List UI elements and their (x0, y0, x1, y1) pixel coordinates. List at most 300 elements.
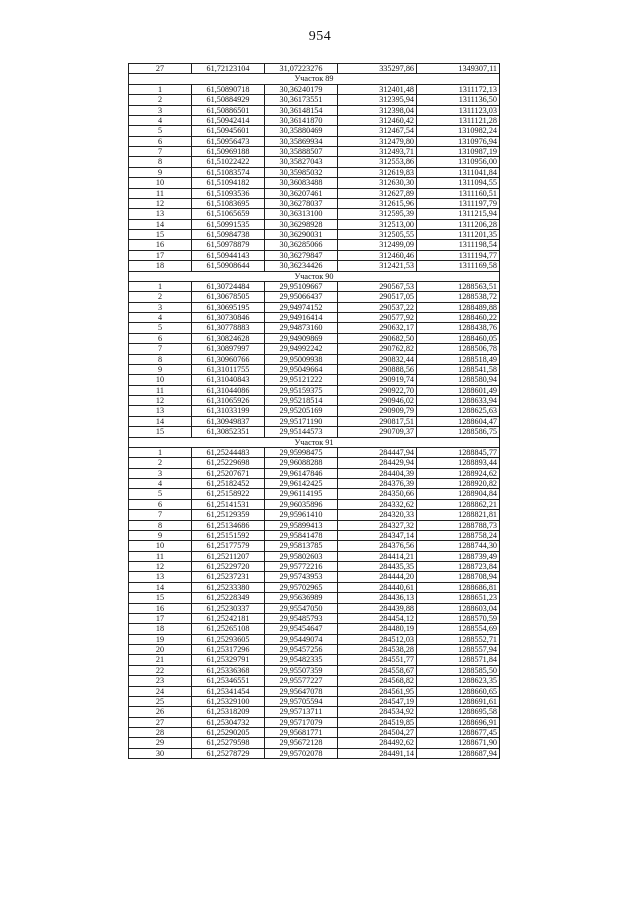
longitude-cell: 30,36290031 (265, 230, 338, 240)
longitude-cell: 29,96088288 (265, 458, 338, 468)
table-row (129, 427, 500, 437)
point-number-cell: 22 (129, 665, 192, 675)
x-coordinate-cell: 312619,83 (338, 167, 417, 177)
longitude-cell: 29,95705594 (265, 696, 338, 706)
latitude-cell: 61,50991535 (192, 219, 265, 229)
longitude-cell: 29,96035896 (265, 499, 338, 509)
y-coordinate-cell: 1288623,35 (417, 676, 500, 686)
latitude-cell: 61,25336368 (192, 665, 265, 675)
point-number-cell: 14 (129, 582, 192, 592)
y-coordinate-cell: 1288604,47 (417, 416, 500, 426)
point-number-cell: 28 (129, 728, 192, 738)
y-coordinate-cell: 1311206,28 (417, 219, 500, 229)
x-coordinate-cell: 284376,56 (338, 541, 417, 551)
point-number-cell: 15 (129, 427, 192, 437)
longitude-cell: 29,95772216 (265, 562, 338, 572)
longitude-cell: 30,35985032 (265, 167, 338, 177)
x-coordinate-cell: 312467,54 (338, 126, 417, 136)
table-row (129, 115, 500, 125)
table-row (129, 634, 500, 644)
point-number-cell: 4 (129, 313, 192, 323)
longitude-cell: 29,95109667 (265, 281, 338, 291)
point-number-cell: 19 (129, 634, 192, 644)
y-coordinate-cell: 1288695,58 (417, 707, 500, 717)
table-row (129, 302, 500, 312)
x-coordinate-cell: 284444,20 (338, 572, 417, 582)
latitude-cell: 61,25182452 (192, 479, 265, 489)
y-coordinate-cell: 1288862,21 (417, 499, 500, 509)
point-number-cell: 6 (129, 499, 192, 509)
y-coordinate-cell: 1288438,76 (417, 323, 500, 333)
table-row (129, 261, 500, 271)
point-number-cell: 9 (129, 167, 192, 177)
x-coordinate-cell: 312395,94 (338, 95, 417, 105)
point-number-cell: 12 (129, 198, 192, 208)
longitude-cell: 29,95672128 (265, 738, 338, 748)
point-number-cell: 9 (129, 530, 192, 540)
y-coordinate-cell: 1311121,28 (417, 115, 500, 125)
latitude-cell: 61,30949837 (192, 416, 265, 426)
y-coordinate-cell: 1288460,05 (417, 333, 500, 343)
latitude-cell: 61,30730846 (192, 313, 265, 323)
x-coordinate-cell: 290567,53 (338, 281, 417, 291)
latitude-cell: 61,50956473 (192, 136, 265, 146)
latitude-cell: 61,25229698 (192, 458, 265, 468)
longitude-cell: 29,95454647 (265, 624, 338, 634)
latitude-cell: 61,31033199 (192, 406, 265, 416)
longitude-cell: 30,36240179 (265, 84, 338, 94)
point-number-cell: 8 (129, 520, 192, 530)
y-coordinate-cell: 1311041,84 (417, 167, 500, 177)
point-number-cell: 29 (129, 738, 192, 748)
table-row (129, 240, 500, 250)
longitude-cell: 30,36173551 (265, 95, 338, 105)
x-coordinate-cell: 284454,12 (338, 613, 417, 623)
longitude-cell: 29,95743953 (265, 572, 338, 582)
point-number-cell: 27 (129, 717, 192, 727)
x-coordinate-cell: 312460,46 (338, 250, 417, 260)
y-coordinate-cell: 1349307,11 (417, 64, 500, 74)
point-number-cell: 7 (129, 344, 192, 354)
latitude-cell: 61,25293605 (192, 634, 265, 644)
latitude-cell: 61,30897997 (192, 344, 265, 354)
y-coordinate-cell: 1288603,04 (417, 603, 500, 613)
y-coordinate-cell: 1311215,94 (417, 209, 500, 219)
table-row (129, 707, 500, 717)
point-number-cell: 10 (129, 178, 192, 188)
table-row (129, 105, 500, 115)
longitude-cell: 30,36313100 (265, 209, 338, 219)
x-coordinate-cell: 290888,56 (338, 364, 417, 374)
x-coordinate-cell: 290709,37 (338, 427, 417, 437)
y-coordinate-cell: 1288677,45 (417, 728, 500, 738)
longitude-cell: 29,94909869 (265, 333, 338, 343)
longitude-cell: 29,95961410 (265, 510, 338, 520)
x-coordinate-cell: 290632,17 (338, 323, 417, 333)
latitude-cell: 61,31011755 (192, 364, 265, 374)
y-coordinate-cell: 1288744,30 (417, 541, 500, 551)
y-coordinate-cell: 1288696,91 (417, 717, 500, 727)
point-number-cell: 12 (129, 562, 192, 572)
table-row (129, 696, 500, 706)
table-row (129, 645, 500, 655)
y-coordinate-cell: 1288586,75 (417, 427, 500, 437)
longitude-cell: 29,95802603 (265, 551, 338, 561)
latitude-cell: 61,25341454 (192, 686, 265, 696)
section-title: Участок 90 (129, 271, 500, 281)
latitude-cell: 61,50942414 (192, 115, 265, 125)
table-row (129, 136, 500, 146)
latitude-cell: 61,50886501 (192, 105, 265, 115)
y-coordinate-cell: 1288570,59 (417, 613, 500, 623)
table-row (129, 738, 500, 748)
longitude-cell: 29,95049664 (265, 364, 338, 374)
point-number-cell: 27 (129, 64, 192, 74)
section-header-row (129, 437, 500, 447)
y-coordinate-cell: 1311201,35 (417, 230, 500, 240)
y-coordinate-cell: 1288651,23 (417, 593, 500, 603)
longitude-cell: 29,95485793 (265, 613, 338, 623)
y-coordinate-cell: 1288671,90 (417, 738, 500, 748)
table-row (129, 147, 500, 157)
x-coordinate-cell: 284332,62 (338, 499, 417, 509)
x-coordinate-cell: 290577,92 (338, 313, 417, 323)
y-coordinate-cell: 1311094,55 (417, 178, 500, 188)
y-coordinate-cell: 1310976,94 (417, 136, 500, 146)
point-number-cell: 12 (129, 396, 192, 406)
latitude-cell: 61,30824628 (192, 333, 265, 343)
latitude-cell: 61,51022422 (192, 157, 265, 167)
point-number-cell: 16 (129, 603, 192, 613)
section-header-row (129, 271, 500, 281)
table-row (129, 530, 500, 540)
x-coordinate-cell: 312595,39 (338, 209, 417, 219)
x-coordinate-cell: 312421,53 (338, 261, 417, 271)
longitude-cell: 29,95713711 (265, 707, 338, 717)
table-row (129, 364, 500, 374)
x-coordinate-cell: 284547,19 (338, 696, 417, 706)
point-number-cell: 23 (129, 676, 192, 686)
table-row (129, 489, 500, 499)
latitude-cell: 61,25279598 (192, 738, 265, 748)
longitude-cell: 30,35827043 (265, 157, 338, 167)
latitude-cell: 61,25290205 (192, 728, 265, 738)
x-coordinate-cell: 312460,42 (338, 115, 417, 125)
table-row (129, 499, 500, 509)
point-number-cell: 11 (129, 551, 192, 561)
point-number-cell: 17 (129, 613, 192, 623)
latitude-cell: 61,25237231 (192, 572, 265, 582)
latitude-cell: 61,25207671 (192, 468, 265, 478)
y-coordinate-cell: 1288571,84 (417, 655, 500, 665)
y-coordinate-cell: 1311172,13 (417, 84, 500, 94)
point-number-cell: 11 (129, 188, 192, 198)
longitude-cell: 29,94992242 (265, 344, 338, 354)
point-number-cell: 14 (129, 416, 192, 426)
table-row (129, 281, 500, 291)
x-coordinate-cell: 284435,35 (338, 562, 417, 572)
latitude-cell: 61,51083574 (192, 167, 265, 177)
x-coordinate-cell: 284404,39 (338, 468, 417, 478)
longitude-cell: 29,95171190 (265, 416, 338, 426)
y-coordinate-cell: 1288460,22 (417, 313, 500, 323)
point-number-cell: 7 (129, 147, 192, 157)
table-row (129, 375, 500, 385)
x-coordinate-cell: 290946,02 (338, 396, 417, 406)
y-coordinate-cell: 1288723,84 (417, 562, 500, 572)
y-coordinate-cell: 1288633,94 (417, 396, 500, 406)
table-row (129, 676, 500, 686)
x-coordinate-cell: 284436,13 (338, 593, 417, 603)
latitude-cell: 61,50978879 (192, 240, 265, 250)
table-row (129, 748, 500, 758)
table-row (129, 385, 500, 395)
x-coordinate-cell: 290909,79 (338, 406, 417, 416)
table-row (129, 665, 500, 675)
point-number-cell: 2 (129, 458, 192, 468)
point-number-cell: 5 (129, 489, 192, 499)
y-coordinate-cell: 1288920,82 (417, 479, 500, 489)
table-row (129, 593, 500, 603)
longitude-cell: 30,36141870 (265, 115, 338, 125)
y-coordinate-cell: 1311123,03 (417, 105, 500, 115)
table-row (129, 323, 500, 333)
longitude-cell: 29,94916414 (265, 313, 338, 323)
longitude-cell: 29,95547050 (265, 603, 338, 613)
point-number-cell: 3 (129, 302, 192, 312)
y-coordinate-cell: 1311197,79 (417, 198, 500, 208)
latitude-cell: 61,30960766 (192, 354, 265, 364)
section-title: Участок 91 (129, 437, 500, 447)
point-number-cell: 18 (129, 261, 192, 271)
latitude-cell: 61,25228349 (192, 593, 265, 603)
x-coordinate-cell: 290682,50 (338, 333, 417, 343)
x-coordinate-cell: 284491,14 (338, 748, 417, 758)
table-row (129, 468, 500, 478)
coordinates-table (128, 63, 500, 759)
x-coordinate-cell: 312627,89 (338, 188, 417, 198)
table-row (129, 520, 500, 530)
x-coordinate-cell: 312499,09 (338, 240, 417, 250)
longitude-cell: 29,96114195 (265, 489, 338, 499)
latitude-cell: 61,25346551 (192, 676, 265, 686)
point-number-cell: 17 (129, 250, 192, 260)
longitude-cell: 29,95717079 (265, 717, 338, 727)
y-coordinate-cell: 1288601,49 (417, 385, 500, 395)
table-row (129, 624, 500, 634)
x-coordinate-cell: 312401,48 (338, 84, 417, 94)
x-coordinate-cell: 312630,30 (338, 178, 417, 188)
longitude-cell: 29,95577227 (265, 676, 338, 686)
table-row (129, 717, 500, 727)
point-number-cell: 8 (129, 157, 192, 167)
longitude-cell: 29,95449074 (265, 634, 338, 644)
table-row (129, 416, 500, 426)
latitude-cell: 61,25229720 (192, 562, 265, 572)
table-row (129, 313, 500, 323)
point-number-cell: 4 (129, 115, 192, 125)
latitude-cell: 61,25177579 (192, 541, 265, 551)
latitude-cell: 61,50884929 (192, 95, 265, 105)
x-coordinate-cell: 284561,95 (338, 686, 417, 696)
latitude-cell: 61,31040843 (192, 375, 265, 385)
table-row (129, 551, 500, 561)
x-coordinate-cell: 290832,44 (338, 354, 417, 364)
table-row (129, 686, 500, 696)
y-coordinate-cell: 1310956,00 (417, 157, 500, 167)
latitude-cell: 61,30852351 (192, 427, 265, 437)
longitude-cell: 29,95702078 (265, 748, 338, 758)
x-coordinate-cell: 284568,82 (338, 676, 417, 686)
table-row (129, 447, 500, 457)
point-number-cell: 10 (129, 375, 192, 385)
x-coordinate-cell: 312615,96 (338, 198, 417, 208)
section-title: Участок 89 (129, 74, 500, 84)
longitude-cell: 31,07223276 (265, 64, 338, 74)
x-coordinate-cell: 284512,03 (338, 634, 417, 644)
point-number-cell: 6 (129, 333, 192, 343)
table-row (129, 562, 500, 572)
table-row (129, 209, 500, 219)
point-number-cell: 21 (129, 655, 192, 665)
y-coordinate-cell: 1311169,58 (417, 261, 500, 271)
longitude-cell: 29,95205169 (265, 406, 338, 416)
point-number-cell: 13 (129, 572, 192, 582)
latitude-cell: 61,25151592 (192, 530, 265, 540)
point-number-cell: 26 (129, 707, 192, 717)
table-row (129, 655, 500, 665)
point-number-cell: 20 (129, 645, 192, 655)
longitude-cell: 30,36083488 (265, 178, 338, 188)
point-number-cell: 1 (129, 84, 192, 94)
x-coordinate-cell: 284350,66 (338, 489, 417, 499)
longitude-cell: 29,94873160 (265, 323, 338, 333)
latitude-cell: 61,31044086 (192, 385, 265, 395)
longitude-cell: 30,36207461 (265, 188, 338, 198)
latitude-cell: 61,25318209 (192, 707, 265, 717)
table-row (129, 613, 500, 623)
y-coordinate-cell: 1288625,63 (417, 406, 500, 416)
y-coordinate-cell: 1288489,88 (417, 302, 500, 312)
y-coordinate-cell: 1288538,72 (417, 292, 500, 302)
x-coordinate-cell: 284414,21 (338, 551, 417, 561)
table-row (129, 728, 500, 738)
table-row (129, 230, 500, 240)
y-coordinate-cell: 1310987,19 (417, 147, 500, 157)
y-coordinate-cell: 1288686,81 (417, 582, 500, 592)
point-number-cell: 8 (129, 354, 192, 364)
latitude-cell: 61,25317296 (192, 645, 265, 655)
x-coordinate-cell: 312505,55 (338, 230, 417, 240)
latitude-cell: 61,25242181 (192, 613, 265, 623)
latitude-cell: 61,25265108 (192, 624, 265, 634)
latitude-cell: 61,31065926 (192, 396, 265, 406)
longitude-cell: 29,95507359 (265, 665, 338, 675)
table-row (129, 219, 500, 229)
table-row (129, 344, 500, 354)
longitude-cell: 29,95841478 (265, 530, 338, 540)
longitude-cell: 29,95647078 (265, 686, 338, 696)
longitude-cell: 30,35888507 (265, 147, 338, 157)
latitude-cell: 61,25329100 (192, 696, 265, 706)
longitude-cell: 30,36148154 (265, 105, 338, 115)
table-row (129, 188, 500, 198)
x-coordinate-cell: 284551,77 (338, 655, 417, 665)
longitude-cell: 29,96142425 (265, 479, 338, 489)
latitude-cell: 61,30724484 (192, 281, 265, 291)
point-number-cell: 2 (129, 95, 192, 105)
longitude-cell: 29,96147846 (265, 468, 338, 478)
point-number-cell: 10 (129, 541, 192, 551)
table-row (129, 603, 500, 613)
x-coordinate-cell: 284376,39 (338, 479, 417, 489)
x-coordinate-cell: 284347,14 (338, 530, 417, 540)
y-coordinate-cell: 1288845,77 (417, 447, 500, 457)
y-coordinate-cell: 1288924,62 (417, 468, 500, 478)
x-coordinate-cell: 284480,19 (338, 624, 417, 634)
latitude-cell: 61,50890718 (192, 84, 265, 94)
latitude-cell: 61,25278729 (192, 748, 265, 758)
x-coordinate-cell: 290537,22 (338, 302, 417, 312)
table-row (129, 406, 500, 416)
longitude-cell: 29,95066437 (265, 292, 338, 302)
point-number-cell: 6 (129, 136, 192, 146)
point-number-cell: 13 (129, 209, 192, 219)
x-coordinate-cell: 284558,67 (338, 665, 417, 675)
point-number-cell: 5 (129, 323, 192, 333)
point-number-cell: 9 (129, 364, 192, 374)
point-number-cell: 25 (129, 696, 192, 706)
longitude-cell: 29,95457256 (265, 645, 338, 655)
table-row (129, 250, 500, 260)
x-coordinate-cell: 312553,86 (338, 157, 417, 167)
x-coordinate-cell: 284504,27 (338, 728, 417, 738)
latitude-cell: 61,50984738 (192, 230, 265, 240)
table-row (129, 178, 500, 188)
longitude-cell: 30,36279847 (265, 250, 338, 260)
y-coordinate-cell: 1310982,24 (417, 126, 500, 136)
table-row (129, 396, 500, 406)
y-coordinate-cell: 1288821,81 (417, 510, 500, 520)
x-coordinate-cell: 335297,86 (338, 64, 417, 74)
latitude-cell: 61,50944143 (192, 250, 265, 260)
section-header-row (129, 74, 500, 84)
x-coordinate-cell: 284519,85 (338, 717, 417, 727)
table-row (129, 292, 500, 302)
point-number-cell: 13 (129, 406, 192, 416)
page-number: 954 (308, 29, 332, 44)
y-coordinate-cell: 1311160,51 (417, 188, 500, 198)
latitude-cell: 61,25129359 (192, 510, 265, 520)
x-coordinate-cell: 290817,51 (338, 416, 417, 426)
x-coordinate-cell: 284447,94 (338, 447, 417, 457)
y-coordinate-cell: 1288788,73 (417, 520, 500, 530)
x-coordinate-cell: 284439,88 (338, 603, 417, 613)
x-coordinate-cell: 290919,74 (338, 375, 417, 385)
longitude-cell: 29,95218514 (265, 396, 338, 406)
x-coordinate-cell: 312513,00 (338, 219, 417, 229)
latitude-cell: 61,25244483 (192, 447, 265, 457)
table-row (129, 167, 500, 177)
table-row (129, 198, 500, 208)
longitude-cell: 29,95998475 (265, 447, 338, 457)
longitude-cell: 29,95813785 (265, 541, 338, 551)
x-coordinate-cell: 312479,80 (338, 136, 417, 146)
table-row (129, 95, 500, 105)
y-coordinate-cell: 1311198,54 (417, 240, 500, 250)
x-coordinate-cell: 312398,04 (338, 105, 417, 115)
y-coordinate-cell: 1288554,69 (417, 624, 500, 634)
